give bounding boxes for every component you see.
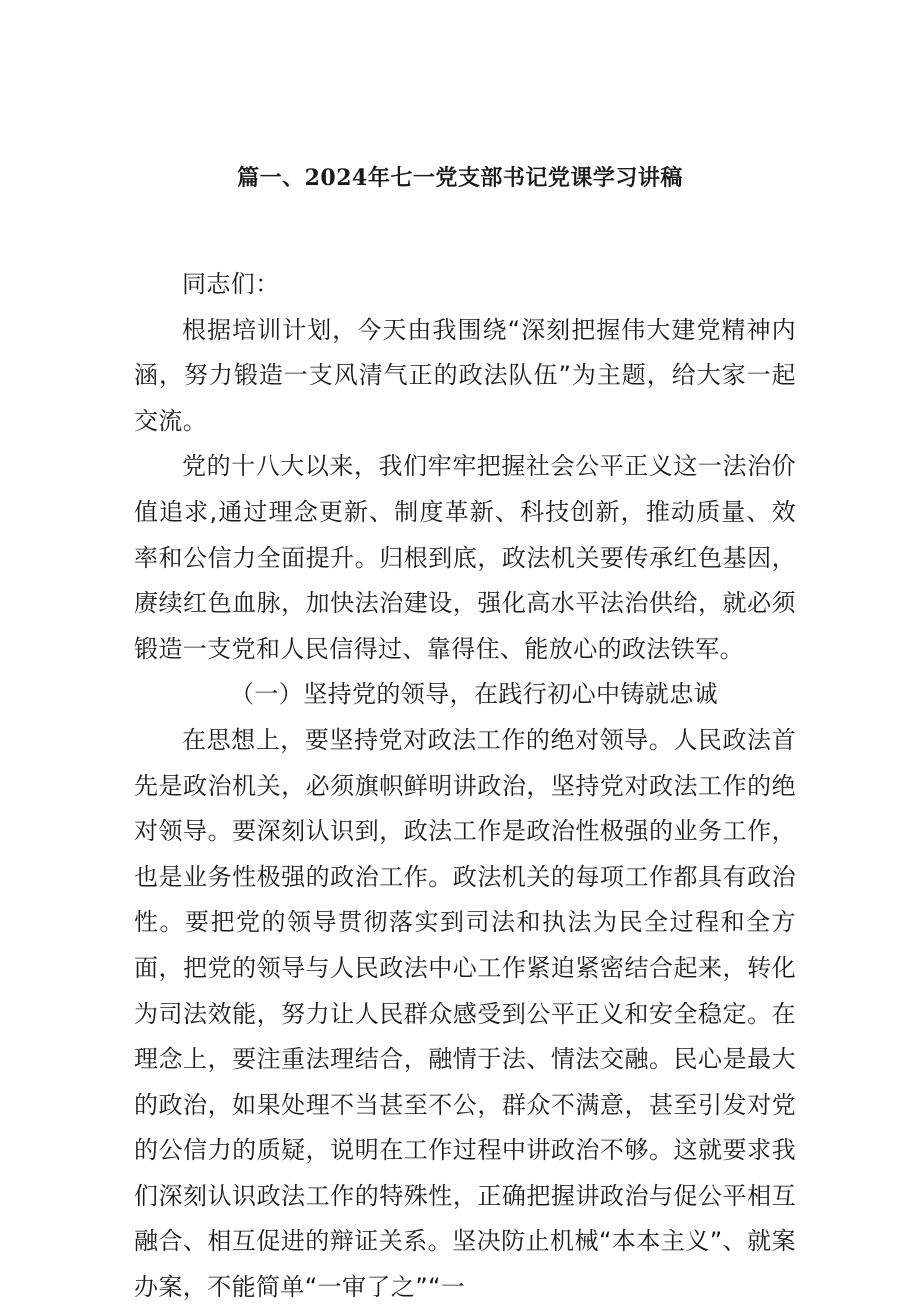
background-paragraph: 党的十八大以来，我们牢牢把握社会公平正义这一法治价值追求,通过理念更新、制度革新、科技创新，推动质量、效率和公信力全面提升。归根到底，政法机关要传承红色基因，赓续红色血脉，加快法治建设，强化高水平法治供给，就必须锻造一支党和人民信得过、靠得住、能放心的政法铁军。 xyxy=(134,452,796,663)
salutation-paragraph: 同志们： xyxy=(182,270,280,298)
body-paragraph: 在思想上，要坚持党对政法工作的绝对领导。人民政法首先是政治机关，必须旗帜鲜明讲政治，坚持党对政法工作的绝对领导。要深刻认识到，政法工作是政治性极强的业务工作，也是业务性极强的政治工作。政法机关的每项工作都具有政治性。要把党的领导贯彻落实到司法和执法为民全过程和全方面，把党的领导与人民政法中心工作紧迫紧密结合起来，转化为司法效能，努力让人民群众感受到公平正义和安全稳定。在理念上，要注重法理结合，融情于法、情法交融。民心是最大的政治，如果处理不当甚至不公，群众不满意，甚至引发对党的公信力的质疑，说明在工作过程中讲政治不够。这就要求我们深刻认识政法工作的特殊性，正确把握讲政治与促公平相互融合、相互促进的辩证关系。坚决防止机械“本本主义”、就案办案，不能简单“一审了之”“一 xyxy=(134,725,796,1302)
section-heading: （一）坚持党的领导，在践行初心中铸就忠诚 xyxy=(230,680,718,709)
intro-paragraph: 根据培训计划，今天由我围绕“深刻把握伟大建党精神内涵，努力锻造一支风清气正的政法队伍”为主题，给大家一起交流。 xyxy=(134,315,796,435)
document-body xyxy=(134,262,796,1311)
document-title: 篇一、2024年七一党支部书记党课学习讲稿 xyxy=(237,165,683,191)
